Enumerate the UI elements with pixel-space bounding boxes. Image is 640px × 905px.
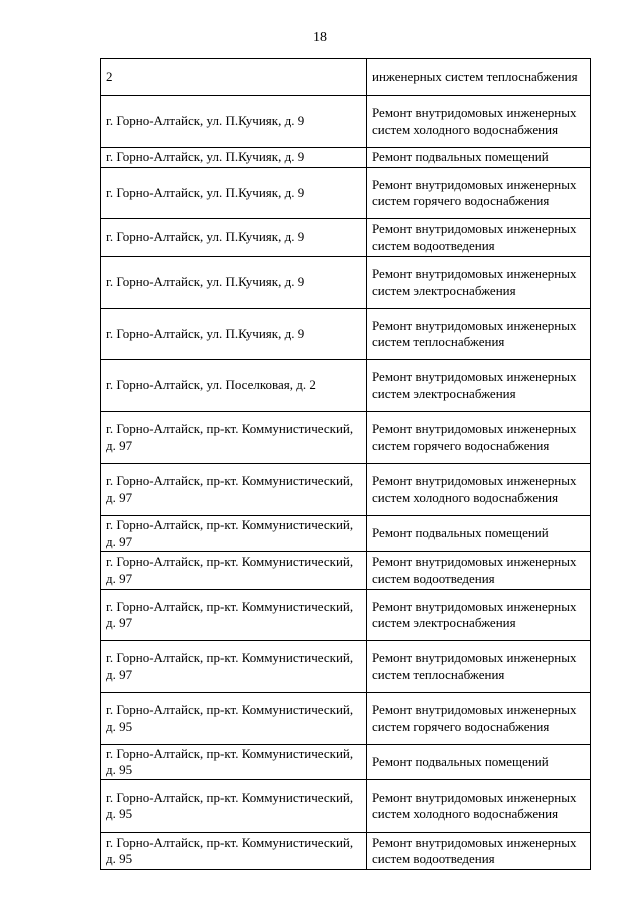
address-cell: г. Горно-Алтайск, ул. П.Кучияк, д. 9 bbox=[101, 257, 367, 309]
address-cell: г. Горно-Алтайск, ул. П.Кучияк, д. 9 bbox=[101, 168, 367, 219]
address-cell: г. Горно-Алтайск, пр-кт. Коммунистический, д. 97 bbox=[101, 412, 367, 464]
table-row bbox=[101, 693, 591, 745]
table-row bbox=[101, 464, 591, 516]
address-cell: г. Горно-Алтайск, пр-кт. Коммунистический, д. 95 bbox=[101, 693, 367, 745]
table-row bbox=[101, 96, 591, 148]
address-cell: г. Горно-Алтайск, пр-кт. Коммунистический, д. 95 bbox=[101, 833, 367, 870]
table-row bbox=[101, 412, 591, 464]
work-cell: Ремонт подвальных помещений bbox=[367, 516, 591, 552]
work-cell: Ремонт внутридомовых инженерных систем горячего водоснабжения bbox=[367, 693, 591, 745]
table-row bbox=[101, 309, 591, 360]
work-cell: Ремонт внутридомовых инженерных систем водоотведения bbox=[367, 552, 591, 590]
work-cell: Ремонт внутридомовых инженерных систем электроснабжения bbox=[367, 257, 591, 309]
table-row bbox=[101, 168, 591, 219]
work-cell: Ремонт внутридомовых инженерных систем водоотведения bbox=[367, 219, 591, 257]
work-cell: инженерных систем теплоснабжения bbox=[367, 59, 591, 96]
works-table bbox=[100, 58, 591, 870]
work-cell: Ремонт подвальных помещений bbox=[367, 148, 591, 168]
address-cell: г. Горно-Алтайск, пр-кт. Коммунистический, д. 97 bbox=[101, 641, 367, 693]
address-cell: г. Горно-Алтайск, ул. Поселковая, д. 2 bbox=[101, 360, 367, 412]
work-cell: Ремонт внутридомовых инженерных систем холодного водоснабжения bbox=[367, 464, 591, 516]
work-cell: Ремонт внутридомовых инженерных систем горячего водоснабжения bbox=[367, 412, 591, 464]
table-row bbox=[101, 552, 591, 590]
table-row bbox=[101, 745, 591, 780]
address-cell: г. Горно-Алтайск, ул. П.Кучияк, д. 9 bbox=[101, 96, 367, 148]
table-row bbox=[101, 148, 591, 168]
work-cell: Ремонт внутридомовых инженерных систем холодного водоснабжения bbox=[367, 780, 591, 833]
address-cell: г. Горно-Алтайск, пр-кт. Коммунистический, д. 95 bbox=[101, 745, 367, 780]
address-cell: г. Горно-Алтайск, ул. П.Кучияк, д. 9 bbox=[101, 309, 367, 360]
table-row bbox=[101, 257, 591, 309]
address-cell: г. Горно-Алтайск, пр-кт. Коммунистический, д. 97 bbox=[101, 590, 367, 641]
address-cell: г. Горно-Алтайск, пр-кт. Коммунистический, д. 97 bbox=[101, 516, 367, 552]
table-row bbox=[101, 219, 591, 257]
address-cell: г. Горно-Алтайск, ул. П.Кучияк, д. 9 bbox=[101, 148, 367, 168]
page-number: 18 bbox=[313, 30, 327, 45]
address-cell: г. Горно-Алтайск, пр-кт. Коммунистический, д. 97 bbox=[101, 552, 367, 590]
table-row bbox=[101, 590, 591, 641]
table-row bbox=[101, 833, 591, 870]
table-row bbox=[101, 516, 591, 552]
work-cell: Ремонт внутридомовых инженерных систем горячего водоснабжения bbox=[367, 168, 591, 219]
address-cell: г. Горно-Алтайск, ул. П.Кучияк, д. 9 bbox=[101, 219, 367, 257]
work-cell: Ремонт внутридомовых инженерных систем электроснабжения bbox=[367, 590, 591, 641]
address-cell: г. Горно-Алтайск, пр-кт. Коммунистический, д. 97 bbox=[101, 464, 367, 516]
work-cell: Ремонт внутридомовых инженерных систем электроснабжения bbox=[367, 360, 591, 412]
work-cell: Ремонт подвальных помещений bbox=[367, 745, 591, 780]
table-row bbox=[101, 780, 591, 833]
work-cell: Ремонт внутридомовых инженерных систем водоотведения bbox=[367, 833, 591, 870]
work-cell: Ремонт внутридомовых инженерных систем теплоснабжения bbox=[367, 641, 591, 693]
work-cell: Ремонт внутридомовых инженерных систем холодного водоснабжения bbox=[367, 96, 591, 148]
table-row bbox=[101, 641, 591, 693]
table-row bbox=[101, 59, 591, 96]
address-cell: 2 bbox=[101, 59, 367, 96]
address-cell: г. Горно-Алтайск, пр-кт. Коммунистический, д. 95 bbox=[101, 780, 367, 833]
work-cell: Ремонт внутридомовых инженерных систем теплоснабжения bbox=[367, 309, 591, 360]
table-row bbox=[101, 360, 591, 412]
